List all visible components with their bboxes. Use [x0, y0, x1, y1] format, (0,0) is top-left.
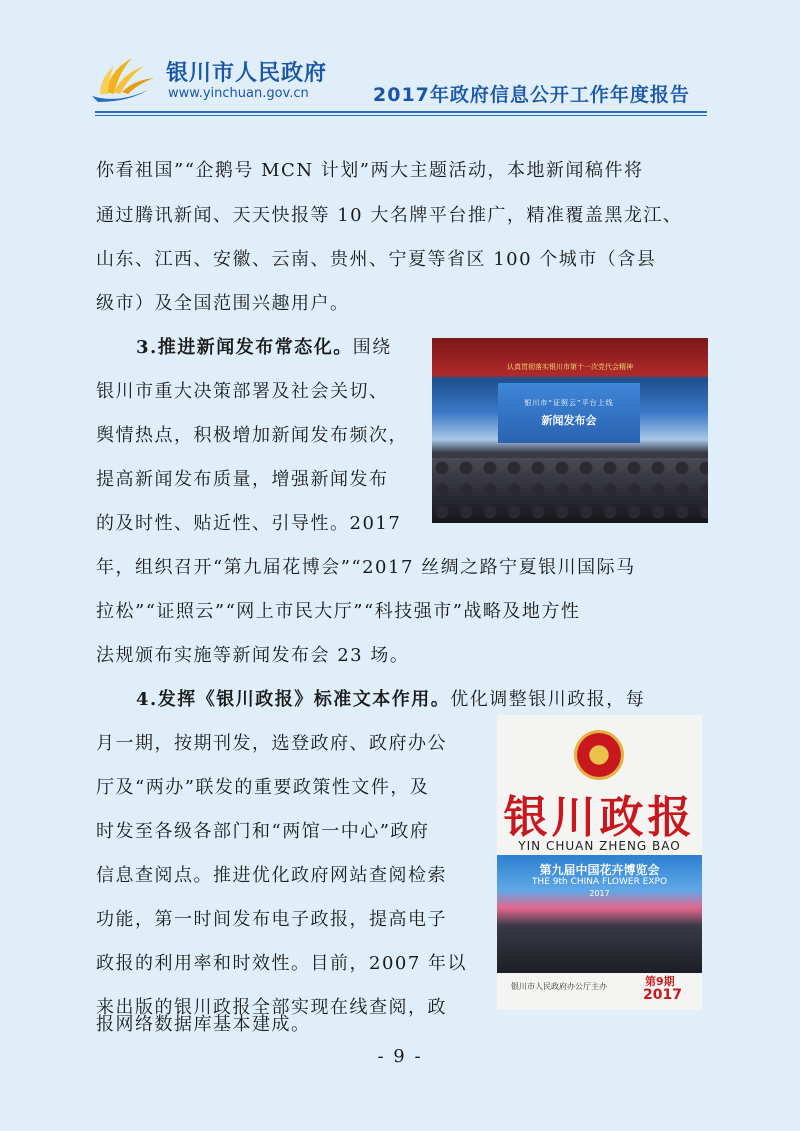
- paragraph-line: 厅及“两办”联发的重要政策性文件，及: [96, 777, 430, 798]
- org-url[interactable]: www.yinchuan.gov.cn: [168, 86, 309, 101]
- paragraph-line: 拉松”“证照云”“网上市民大厅”“科技强市”战略及地方性: [96, 601, 581, 622]
- paragraph-line: 银川市重大决策部署及社会关切、: [96, 381, 389, 402]
- paragraph-line: 舆情热点，积极增加新闻发布频次，: [96, 425, 408, 446]
- paragraph-line: 法规颁布实施等新闻发布会 23 场。: [96, 645, 410, 666]
- cover-issue: 第9期: [645, 975, 675, 988]
- paragraph-line: 的及时性、贴近性、引导性。2017: [96, 513, 402, 534]
- press-conference-photo: [432, 338, 708, 523]
- paragraph-line: 提高新闻发布质量，增强新闻发布: [96, 469, 389, 490]
- section-3-lead: 围绕: [352, 337, 392, 358]
- paragraph-line: 通过腾讯新闻、天天快报等 10 大名牌平台推广，精准覆盖黑龙江、: [96, 205, 683, 226]
- audience-crowd: [432, 458, 708, 523]
- paragraph-line: 你看祖国”“企鹅号 MCN 计划”两大主题活动，本地新闻稿件将: [96, 160, 644, 181]
- cover-title: 银川政报: [503, 792, 696, 843]
- photo-screen-title: 新闻发布会: [541, 414, 597, 427]
- national-emblem-icon: [577, 733, 621, 777]
- cover-publisher: 银川市人民政府办公厅主办: [511, 982, 607, 991]
- page-number: - 9 -: [377, 1046, 423, 1067]
- paragraph-line: 月一期，按期刊发，选登政府、政府办公: [96, 733, 447, 754]
- gazette-cover-image: [497, 715, 702, 1010]
- header-divider-thin: [95, 115, 707, 116]
- expo-title-cn: 第九届中国花卉博览会: [539, 863, 660, 877]
- paragraph-line: 报网络数据库基本建成。: [96, 1014, 311, 1035]
- cover-expo-photo: [497, 855, 702, 973]
- cover-title-pinyin: YIN CHUAN ZHENG BAO: [518, 839, 681, 853]
- paragraph-line: 年，组织召开“第九届花博会”“2017 丝绸之路宁夏银川国际马: [96, 557, 636, 578]
- paragraph-line: 功能，第一时间发布电子政报，提高电子: [96, 909, 447, 930]
- section-3-first-line: [136, 333, 392, 363]
- paragraph-line: 政报的利用率和时效性。目前，2007 年以: [96, 953, 468, 974]
- cover-year: 2017: [643, 987, 682, 1003]
- paragraph-line: 信息查阅点。推进优化政府网站查阅检索: [96, 865, 447, 886]
- section-4-lead: 优化调整银川政报，每: [450, 689, 646, 710]
- wheat-logo-icon: [88, 52, 160, 108]
- header-divider: [95, 111, 707, 113]
- photo-screen: [498, 383, 640, 443]
- photo-screen-caption: 银川市“证照云”平台上线: [524, 399, 614, 407]
- section-4-first-line: [136, 685, 645, 715]
- section-3-heading: 3.推进新闻发布常态化。: [136, 337, 353, 358]
- photo-banner: 认真贯彻落实银川市第十一次党代会精神: [507, 363, 633, 371]
- page-header: [0, 0, 800, 125]
- report-title: 2017年政府信息公开工作年度报告: [373, 84, 690, 106]
- section-4-heading: 4.发挥《银川政报》标准文本作用。: [136, 689, 451, 710]
- expo-year: 2017: [589, 889, 610, 898]
- paragraph-line: 时发至各级各部门和“两馆一中心”政府: [96, 821, 430, 842]
- org-name: 银川市人民政府: [166, 61, 328, 86]
- expo-title-en: THE 9th CHINA FLOWER EXPO: [531, 877, 668, 887]
- paragraph-line: 来出版的银川政报全部实现在线查阅，政: [96, 997, 447, 1018]
- paragraph-line: 级市）及全国范围兴趣用户。: [96, 293, 350, 314]
- paragraph-line: 山东、江西、安徽、云南、贵州、宁夏等省区 100 个城市（含县: [96, 249, 657, 270]
